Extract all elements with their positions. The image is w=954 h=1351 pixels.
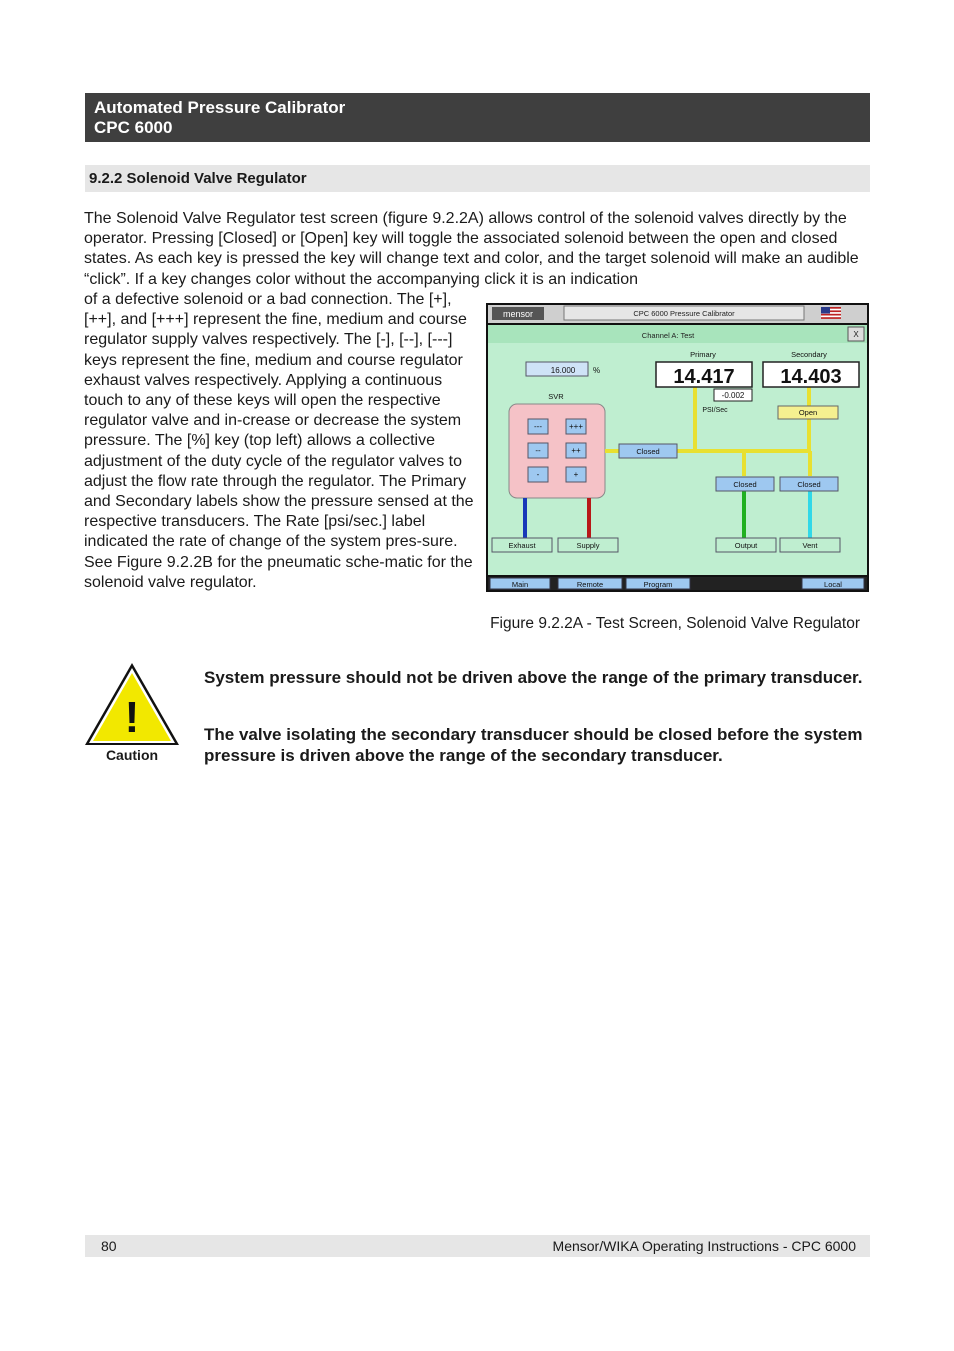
nav-main-label: Main [511,580,529,589]
header-title-line1: Automated Pressure Calibrator [94,98,346,117]
supply-pipe [587,498,591,538]
secondary-value: 14.403 [780,366,842,388]
primary-value: 14.417 [673,366,735,388]
secondary-label: Secondary [791,350,827,359]
warning-primary: System pressure should not be driven above the range of the primary transducer. [204,668,863,687]
pipe-vent-lower [808,491,812,538]
svr-box [509,404,605,498]
rate-unit: PSI/Sec [702,407,728,414]
pipe-output-lower [742,491,746,538]
vent-label: Vent [802,541,818,550]
key-exhaust-fine-label: - [536,470,540,479]
body-paragraph-full: The Solenoid Valve Regulator test screen (figure 9.2.2A) allows control of the solenoid valves directly by the operator. Pressing [Closed] or [Open] key will toggle the associated solenoid between the open and closed states. As each key is pressed the key will change text and color, and the target solenoid will make an audible “click”. If a key changes color without the accompanying click it is an indication [84,210,859,288]
pipe-vent-upper [808,451,812,476]
center-valve-label: Closed [636,447,660,456]
panel-close-icon: X [853,330,859,339]
nav-remote-label: Remote [576,580,604,589]
caution-triangle-icon [84,662,180,746]
key-supply-medium-label: ++ [571,446,581,455]
key-supply-coarse-label: +++ [568,422,584,431]
secondary-valve-label: Open [798,408,818,417]
key-exhaust-coarse-label: --- [534,422,542,431]
key-exhaust-medium-label: -- [535,446,541,455]
mensor-logo-text: mensor [502,309,534,319]
figure-caption: Figure 9.2.2A - Test Screen, Solenoid Valve Regulator [490,615,860,632]
footer-doc-title: Mensor/WIKA Operating Instructions - CPC 6000 [552,1238,856,1254]
supply-label: Supply [576,541,600,550]
section-heading: 9.2.2 Solenoid Valve Regulator [85,165,870,192]
percent-unit: % [593,366,601,375]
primary-label: Primary [690,350,716,359]
nav-local-label: Local [824,580,842,589]
caution-label: Caution [105,747,159,763]
output-label: Output [734,541,758,550]
header-title-line2: CPC 6000 [94,118,173,137]
vent-valve-label: Closed [797,480,821,489]
body-paragraph-narrow: of a defective solenoid or a bad connection. The [+], [++], and [+++] represent the fine, medium and course regulator supply valves respectively. The [-], [--], [---] keys represent the fine, medium and course regulator exhaust valves respectively. Applying a continuous touch to any of these keys will open the respective regulator valve and in-crease or decrease the system pressure. The [%] key (top left) allows a collective adjustment of the duty cycle of the regulator valves to adjust the flow rate through the regulator. The Primary and Secondary labels show the pressure sensed at the respective transducers. The Rate [psi/sec.] label indicated the rate of change of the system pres-sure. See Figure 9.2.2B for the pneumatic sche-matic for the solenoid valve regulator. [84,291,474,591]
footer-bar [85,1235,870,1257]
header-bar [85,93,870,142]
us-flag-icon [821,307,841,319]
nav-program-label: Program [643,580,673,589]
window-title: CPC 6000 Pressure Calibrator [633,309,735,318]
key-supply-fine-label: + [573,470,579,479]
exhaust-pipe [523,498,527,538]
pipe-output-upper [742,451,746,476]
panel-title: Channel A: Test [641,331,695,340]
caution-symbol: ! [124,693,140,742]
test-screen-figure [486,303,869,592]
svr-label: SVR [548,392,564,401]
rate-value: -0.002 [721,391,745,400]
percent-value: 16.000 [550,366,576,375]
page-number: 80 [101,1238,117,1254]
pipe-primary [693,387,697,451]
warning-secondary: The valve isolating the secondary transducer should be closed before the system pressure is driven above the range of the secondary transducer. [204,725,863,765]
output-valve-label: Closed [733,480,757,489]
exhaust-label: Exhaust [508,541,536,550]
